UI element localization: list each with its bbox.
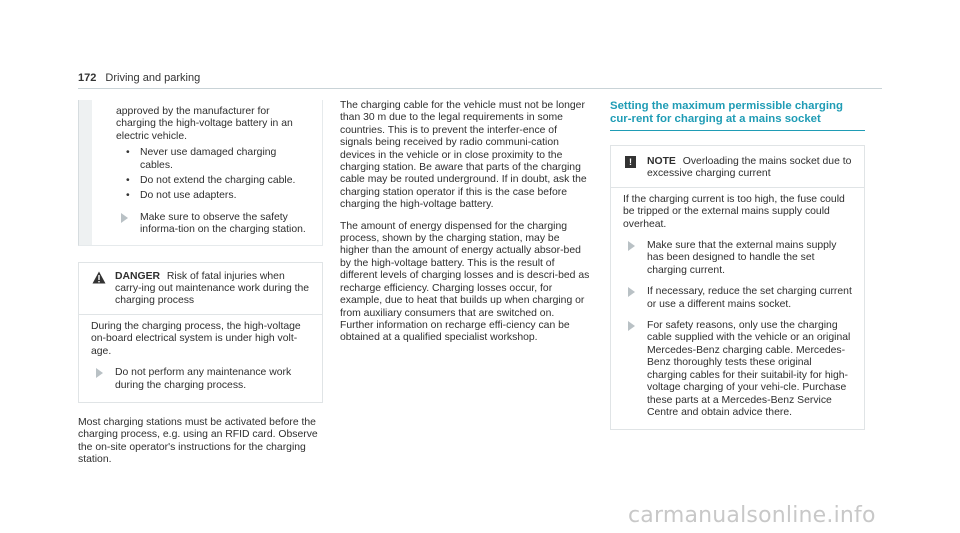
danger-body-text: During the charging process, the high-voltage on-board electrical system is under high volt-age. bbox=[91, 320, 301, 357]
column-2 bbox=[340, 100, 590, 345]
section-title: Driving and parking bbox=[105, 72, 201, 84]
instruction-step: Make sure that the external mains supply has been designed to handle the set charging current. bbox=[623, 240, 852, 277]
page-header bbox=[78, 72, 200, 84]
continued-warning-box bbox=[78, 100, 323, 246]
instruction-step: Make sure to observe the safety informa-tion on the charging station. bbox=[116, 212, 310, 237]
step-arrow-icon bbox=[628, 241, 635, 251]
watermark-link[interactable]: carmanualsonline.info bbox=[628, 503, 876, 528]
box-text: approved by the manufacturer for charging the high-voltage battery in an electric vehicle. bbox=[116, 106, 293, 142]
step-arrow-icon bbox=[628, 321, 635, 331]
instruction-step: Do not perform any maintenance work during the charging process. bbox=[91, 367, 310, 392]
bullet-item: • Do not use adapters. bbox=[126, 190, 310, 202]
column-1 bbox=[78, 100, 323, 477]
bullet-item: • Never use damaged charging cables. bbox=[126, 147, 310, 172]
column-3 bbox=[610, 100, 865, 430]
section-heading-rule bbox=[610, 130, 865, 131]
note-body-text: If the charging current is too high, the fuse could be tripped or the external mains supply could overheat. bbox=[623, 193, 845, 230]
instruction-step: If necessary, reduce the set charging current or use a different mains socket. bbox=[623, 286, 852, 311]
section-heading: Setting the maximum permissible charging cur-rent for charging at a mains socket bbox=[610, 100, 843, 125]
note-icon: ! bbox=[625, 156, 636, 168]
header-divider bbox=[78, 88, 882, 89]
bullet-list bbox=[116, 147, 310, 203]
note-heading: Overloading the mains socket due to excessive charging current bbox=[647, 156, 852, 180]
step-arrow-icon bbox=[628, 287, 635, 297]
page-number: 172 bbox=[78, 72, 97, 84]
note-label: NOTE bbox=[647, 156, 676, 167]
bullet-item: • Do not extend the charging cable. bbox=[126, 175, 310, 187]
body-paragraph: The amount of energy dispensed for the charging process, shown by the charging station, may be higher than the amount of energy actually absor-bed by the high-voltage battery. This is the result of different levels of charging losses and is descri-bed as recharge efficiency. Charging losses occur, for example, due to heat that builds up when charging or from auxiliary consumers that are switched on. Further information on recharge effi-ciency can be obtained at a qualified specialist workshop. bbox=[340, 220, 590, 344]
danger-label: DANGER bbox=[115, 270, 161, 282]
body-paragraph: The charging cable for the vehicle must not be longer than 30 m due to the legal requirements in some countries. This is to prevent the interfer-ence of signals being received by radio communi-cation devices in the vehicle or in close proximity to the charging station. Be aware that parts of the charging cable may be routed underground. If in doubt, ask the charging station operator if this is the case before charging the high-voltage battery. bbox=[340, 100, 587, 211]
warning-triangle-icon bbox=[92, 271, 106, 284]
step-arrow-icon bbox=[121, 213, 128, 223]
instruction-step: For safety reasons, only use the charging cable supplied with the vehicle or an original Mercedes-Benz charging cable. Mercedes-Benz thoroughly tests these original charging cables for their suitabil-ity for high-voltage charging of your vehi-cle. Purchase these parts at a Mercedes-Benz Service Centre and obtain advice there. bbox=[623, 320, 852, 419]
step-arrow-icon bbox=[96, 368, 103, 378]
danger-box bbox=[78, 262, 323, 403]
body-paragraph: Most charging stations must be activated before the charging process, e.g. using an RFID card. Observe the on-site operator's instructions for the charging station. bbox=[78, 416, 318, 466]
note-box bbox=[610, 145, 865, 430]
danger-heading: Risk of fatal injuries when carry-ing out maintenance work during the charging process bbox=[115, 270, 310, 307]
